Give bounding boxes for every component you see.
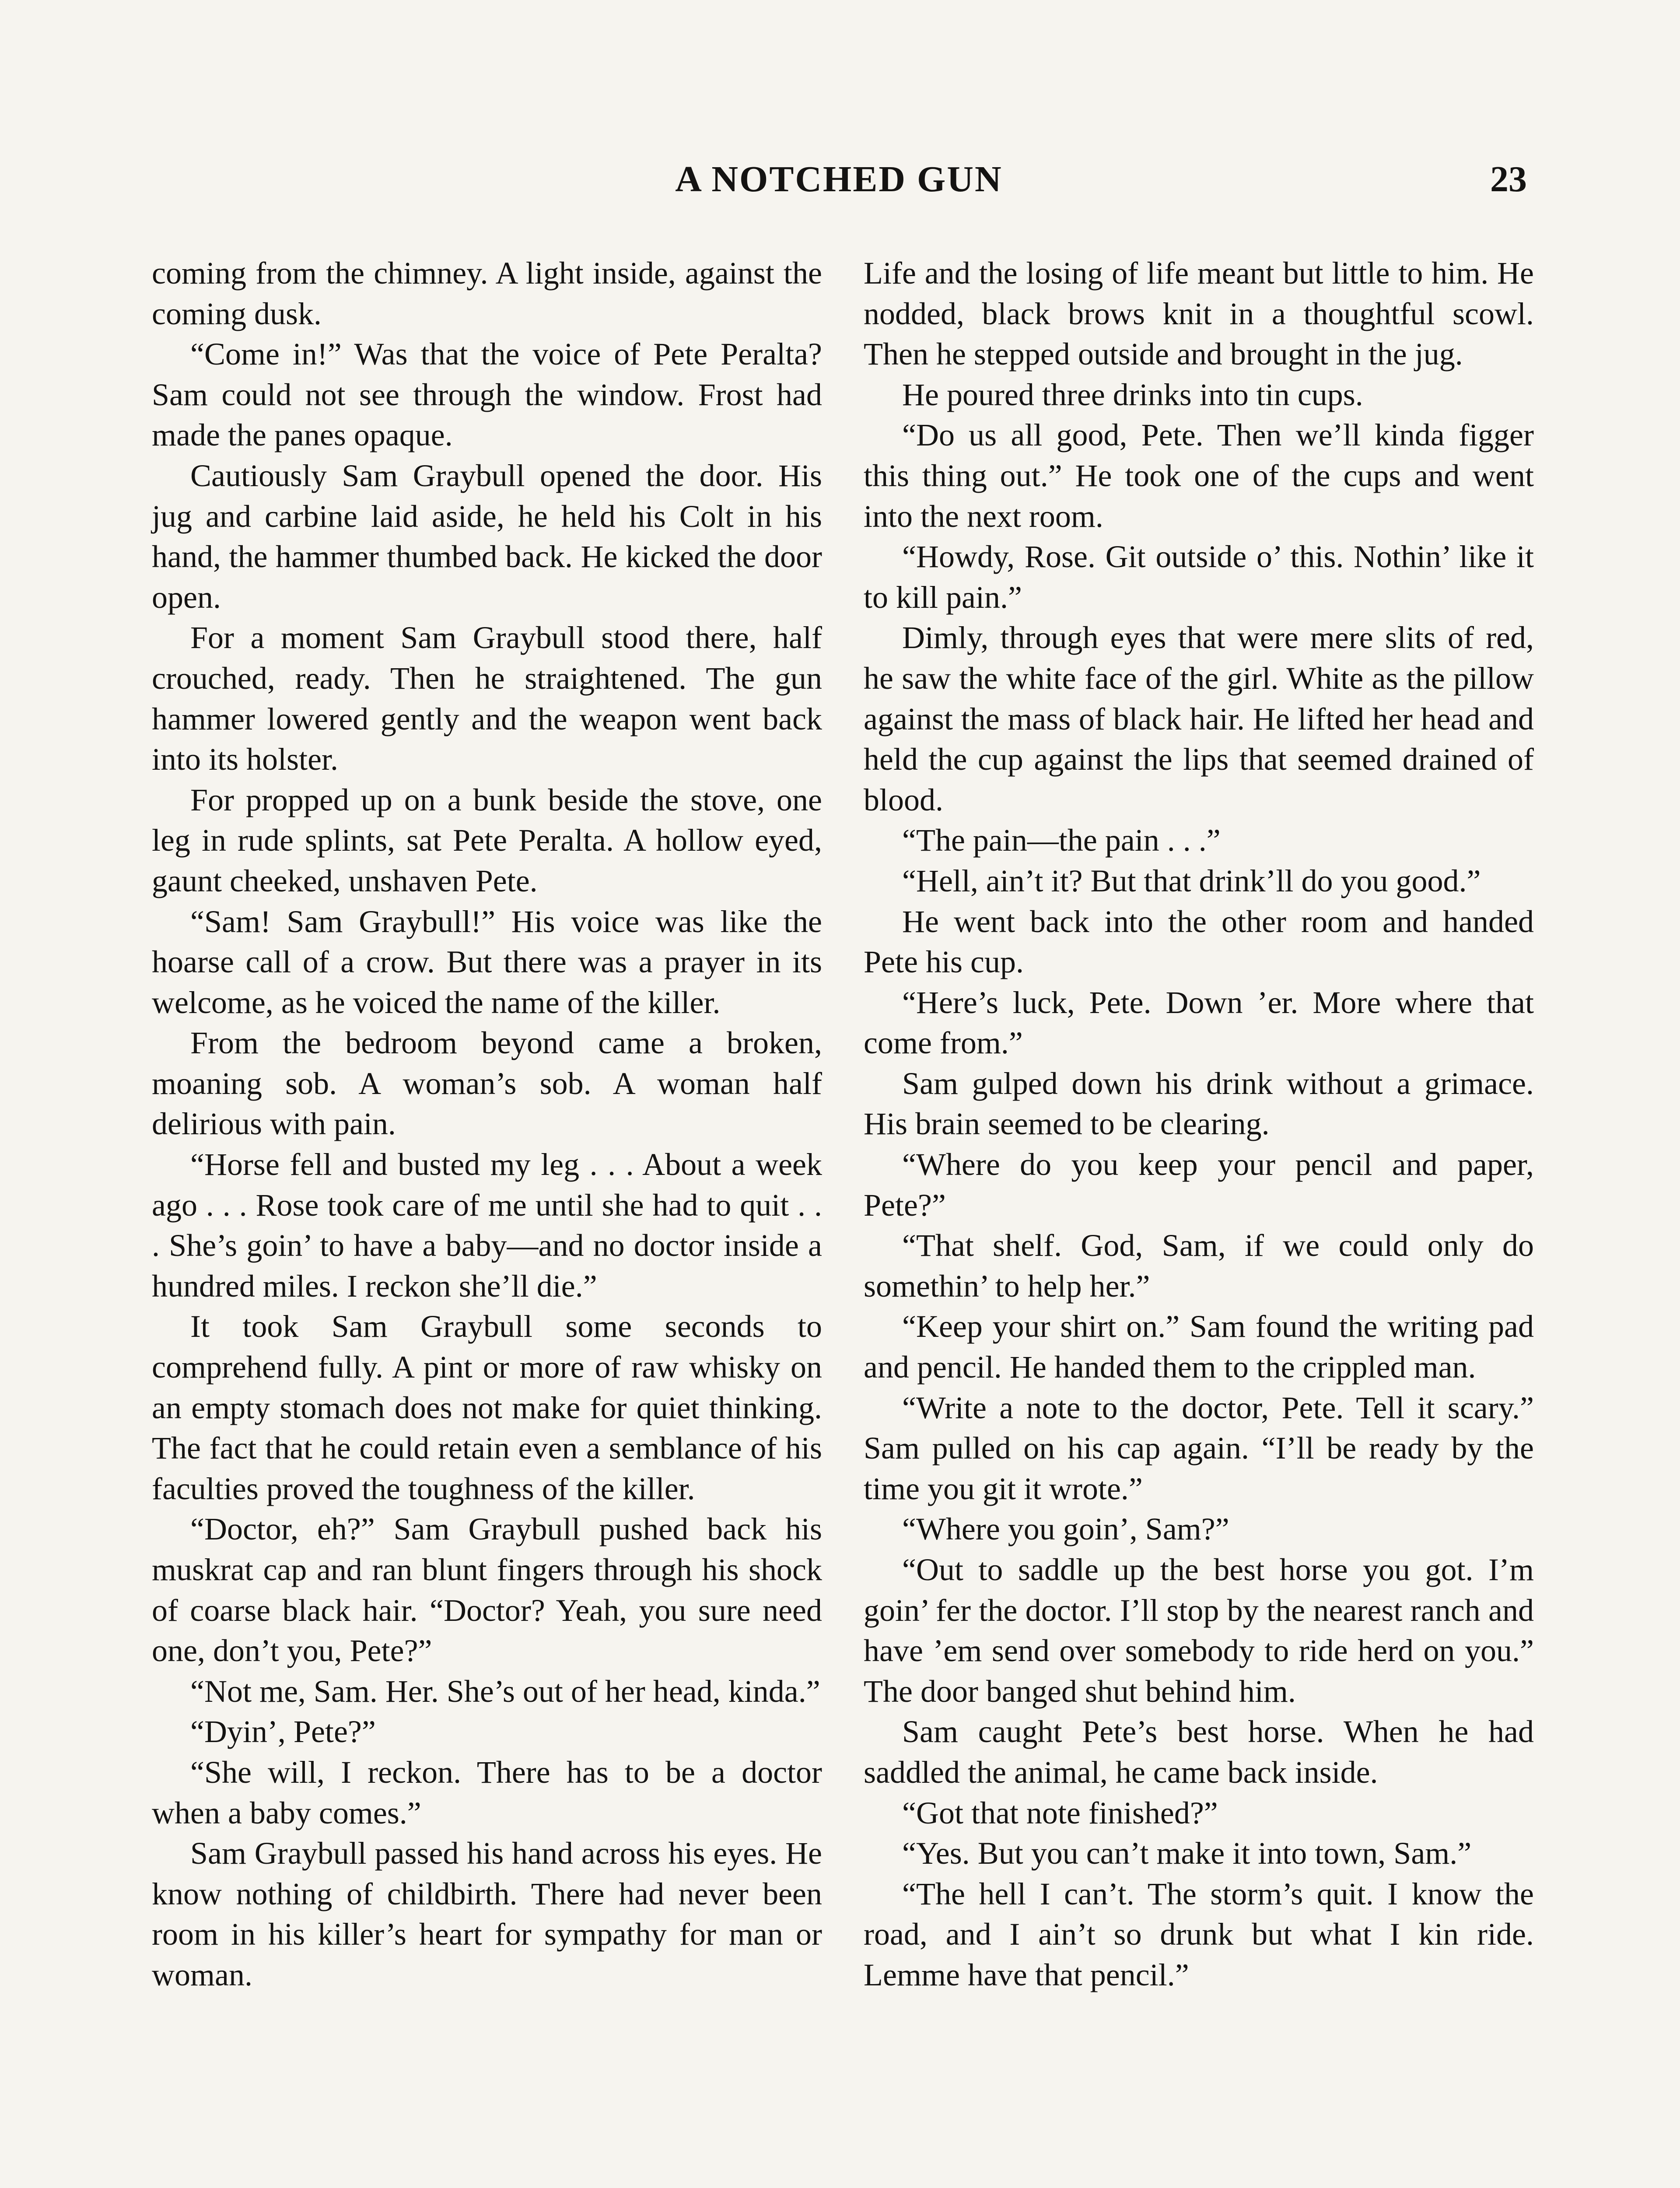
right-column xyxy=(864,253,1534,1995)
paragraph: “Doctor, eh?” Sam Graybull pushed back his muskrat cap and ran blunt fingers through his shock of coarse black hair. “Doctor? Yeah, you sure need one, don’t you, Pete?” xyxy=(152,1511,822,1669)
paragraph: Sam gulped down his drink without a grimace. His brain seemed to be clearing. xyxy=(864,1066,1534,1142)
paragraph: “Dyin’, Pete?” xyxy=(190,1714,376,1750)
paragraph: “The hell I can’t. The storm’s quit. I know the road, and I ain’t so drunk but what I kin ride. Lemme have that pencil.” xyxy=(864,1876,1534,1992)
left-column xyxy=(152,253,822,1995)
paragraph: “Come in!” Was that the voice of Pete Peralta? Sam could not see through the window. Frost had made the panes opaque. xyxy=(152,337,822,453)
paragraph: “Where do you keep your pencil and paper, Pete?” xyxy=(864,1147,1534,1223)
paragraph: “Out to saddle up the best horse you got. I’m goin’ fer the doctor. I’ll stop by the nearest ranch and have ’em send over somebody to ride herd on you.” The door banged shut behind him. xyxy=(864,1552,1534,1709)
paragraph: “Hell, ain’t it? But that drink’ll do you good.” xyxy=(902,863,1481,898)
page-number: 23 xyxy=(1490,159,1527,200)
paragraph: He went back into the other room and handed Pete his cup. xyxy=(864,904,1534,980)
paragraph: Sam caught Pete’s best horse. When he had saddled the animal, he came back inside. xyxy=(864,1714,1534,1790)
paragraph: “Do us all good, Pete. Then we’ll kinda figger this thing out.” He took one of the cups and went into the next room. xyxy=(864,417,1534,534)
paragraph: “Yes. But you can’t make it into town, Sam.” xyxy=(902,1836,1472,1871)
paragraph: “That shelf. God, Sam, if we could only do somethin’ to help her.” xyxy=(864,1228,1534,1304)
paragraph: “Here’s luck, Pete. Down ’er. More where that come from.” xyxy=(864,985,1534,1061)
paragraph: “Keep your shirt on.” Sam found the writing pad and pencil. He handed them to the crippled man. xyxy=(864,1309,1534,1385)
paragraph: For propped up on a bunk beside the stove, one leg in rude splints, sat Pete Peralta. A hollow eyed, gaunt cheeked, unshaven Pete. xyxy=(152,782,822,898)
paragraph: “Sam! Sam Graybull!” His voice was like the hoarse call of a crow. But there was a prayer in its welcome, as he voiced the name of the killer. xyxy=(152,904,822,1020)
paragraph: “Howdy, Rose. Git outside o’ this. Nothin’ like it to kill pain.” xyxy=(864,539,1534,615)
paragraph: Life and the losing of life meant but little to him. He nodded, black brows knit in a thoughtful scowl. Then he stepped outside and brought in the jug. xyxy=(864,256,1534,372)
paragraph: Cautiously Sam Graybull opened the door. His jug and carbine laid aside, he held his Colt in his hand, the hammer thumbed back. He kicked the door open. xyxy=(152,458,822,615)
paragraph: “The pain—the pain . . .” xyxy=(902,823,1221,858)
paragraph: Sam Graybull passed his hand across his eyes. He know nothing of childbirth. There had never been room in his killer’s heart for sympathy for man or woman. xyxy=(152,1836,822,1992)
paragraph: “Horse fell and busted my leg . . . About a week ago . . . Rose took care of me until she had to quit . . . She’s goin’ to have a baby—and no doctor inside a hundred miles. I reckon she’ll die.” xyxy=(152,1147,822,1304)
paragraph: “Got that note finished?” xyxy=(902,1795,1218,1830)
paragraph: It took Sam Graybull some seconds to comprehend fully. A pint or more of raw whisky on an empty stomach does not make for quiet thinking. The fact that he could retain even a semblance of his faculties proved the toughness of the killer. xyxy=(152,1309,822,1506)
paragraph: “She will, I reckon. There has to be a doctor when a baby comes.” xyxy=(152,1754,822,1830)
paragraph: coming from the chimney. A light inside, against the coming dusk. xyxy=(152,256,822,331)
running-title: A NOTCHED GUN xyxy=(675,159,1003,200)
paragraph: He poured three drinks into tin cups. xyxy=(902,377,1363,412)
paragraph: “Where you goin’, Sam?” xyxy=(902,1511,1229,1547)
paragraph: From the bedroom beyond came a broken, moaning sob. A woman’s sob. A woman half delirious with pain. xyxy=(152,1025,822,1142)
paragraph: For a moment Sam Graybull stood there, half crouched, ready. Then he straightened. The gun hammer lowered gently and the weapon went back into its holster. xyxy=(152,620,822,777)
page-header xyxy=(151,155,1527,203)
paragraph: “Write a note to the doctor, Pete. Tell it scary.” Sam pulled on his cap again. “I’ll be ready by the time you git it wrote.” xyxy=(864,1390,1534,1506)
paragraph: Dimly, through eyes that were mere slits of red, he saw the white face of the girl. White as the pillow against the mass of black hair. He lifted her head and held the cup against the lips that seemed drained of blood. xyxy=(864,620,1534,817)
paragraph: “Not me, Sam. Her. She’s out of her head, kinda.” xyxy=(190,1673,820,1709)
